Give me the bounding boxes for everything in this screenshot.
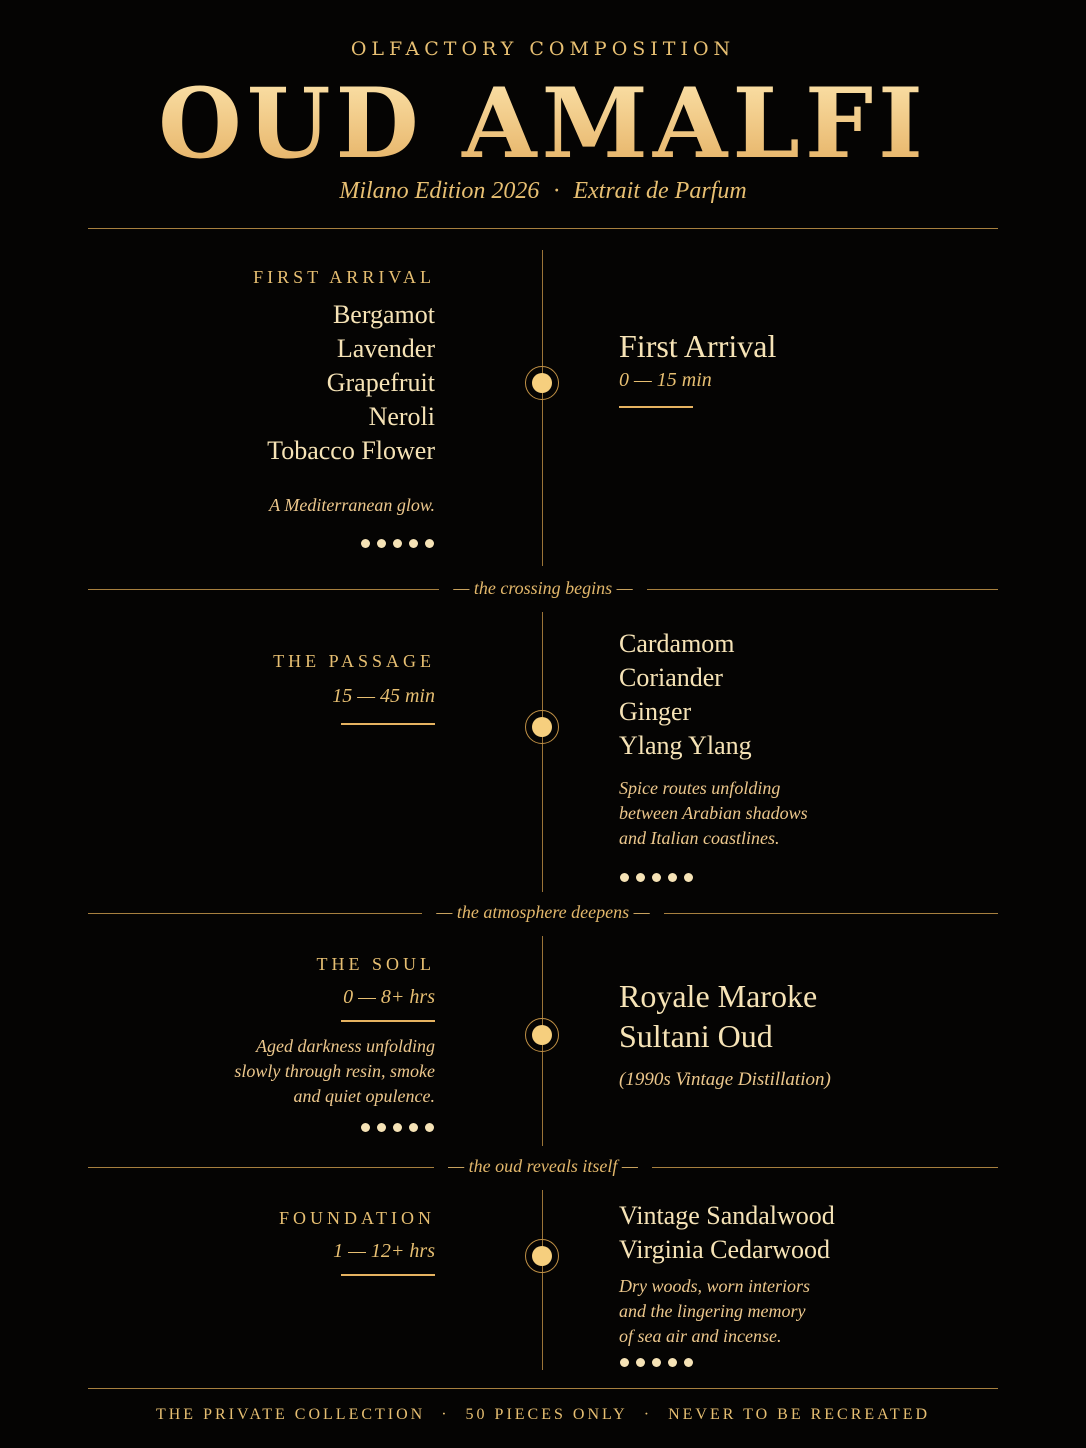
note-detail: (1990s Vintage Distillation) <box>619 1069 831 1090</box>
note-item: Vintage Sandalwood <box>619 1201 835 1230</box>
note-item: Sultani Oud <box>619 1018 773 1054</box>
accent-bar <box>619 406 693 408</box>
note-item: Grapefruit <box>326 368 435 397</box>
footer-item: THE PRIVATE COLLECTION <box>155 1406 426 1423</box>
section-label-the-soul: THE SOUL <box>316 954 435 974</box>
note-item: Virginia Cedarwood <box>619 1235 830 1264</box>
note-list-the-passage <box>619 627 752 763</box>
accent-bar <box>341 1274 435 1276</box>
section-time: 0 — 15 min <box>619 369 712 391</box>
note-item: Ginger <box>619 697 692 726</box>
timeline-node-icon <box>525 1018 559 1052</box>
page-title: OUD AMALFI <box>0 76 1086 172</box>
note-list-the-soul <box>619 976 817 1056</box>
note-item: Coriander <box>619 663 723 692</box>
section-description: Aged darkness unfolding slowly through resin, smoke and quiet opulence. <box>234 1036 435 1106</box>
timeline-line-1 <box>542 250 543 566</box>
section-description: Dry woods, worn interiors and the lingering memory of sea air and incense. <box>619 1276 811 1346</box>
timeline-line-4 <box>542 1190 543 1370</box>
type-text: Extrait de Parfum <box>573 178 747 204</box>
section-label-first-arrival: FIRST ARRIVAL <box>253 267 435 287</box>
edition-text: Milano Edition 2026 <box>339 178 540 204</box>
timeline-node-icon <box>525 710 559 744</box>
divider-label: — the oud reveals itself — <box>0 1156 1086 1177</box>
header-divider-line <box>88 228 998 229</box>
section-description: Spice routes unfolding between Arabian shadows and Italian coastlines. <box>619 778 808 848</box>
note-item: Cardamom <box>619 629 735 658</box>
footer-separator: · <box>643 1406 653 1423</box>
timeline-line-2 <box>542 612 543 892</box>
note-item: Neroli <box>368 402 435 431</box>
subtitle <box>0 178 1086 205</box>
timeline-node-icon <box>525 366 559 400</box>
note-item: Bergamot <box>332 300 435 329</box>
section-time: 1 — 12+ hrs <box>333 1240 435 1262</box>
intensity-dots <box>361 1123 434 1132</box>
footer-divider-line <box>88 1388 998 1389</box>
section-description: A Mediterranean glow. <box>269 495 435 515</box>
footer-separator: · <box>441 1406 450 1423</box>
note-item: Tobacco Flower <box>267 436 435 465</box>
footer <box>0 1406 1086 1424</box>
accent-bar <box>341 1020 435 1022</box>
footer-item: NEVER TO BE RECREATED <box>668 1406 931 1423</box>
note-list-first-arrival <box>267 298 435 468</box>
note-item: Ylang Ylang <box>619 731 752 760</box>
intensity-dots <box>620 1358 693 1367</box>
section-heading-first-arrival: First Arrival <box>619 328 777 364</box>
section-label-foundation: FOUNDATION <box>279 1208 435 1228</box>
timeline-node-icon <box>525 1239 559 1273</box>
intensity-dots <box>620 873 693 882</box>
note-item: Royale Maroke <box>619 978 818 1014</box>
divider-label: — the atmosphere deepens — <box>0 902 1086 923</box>
note-item: Lavender <box>336 334 435 363</box>
section-time: 15 — 45 min <box>332 685 435 707</box>
intensity-dots <box>361 539 434 548</box>
note-list-foundation <box>619 1199 835 1267</box>
eyebrow-label: OLFACTORY COMPOSITION <box>350 38 736 60</box>
footer-item: 50 PIECES ONLY <box>465 1406 628 1423</box>
divider-label: — the crossing begins — <box>0 578 1086 599</box>
subtitle-separator: · <box>553 178 560 204</box>
section-label-the-passage: THE PASSAGE <box>273 651 435 671</box>
section-time: 0 — 8+ hrs <box>343 986 435 1008</box>
accent-bar <box>341 723 435 725</box>
